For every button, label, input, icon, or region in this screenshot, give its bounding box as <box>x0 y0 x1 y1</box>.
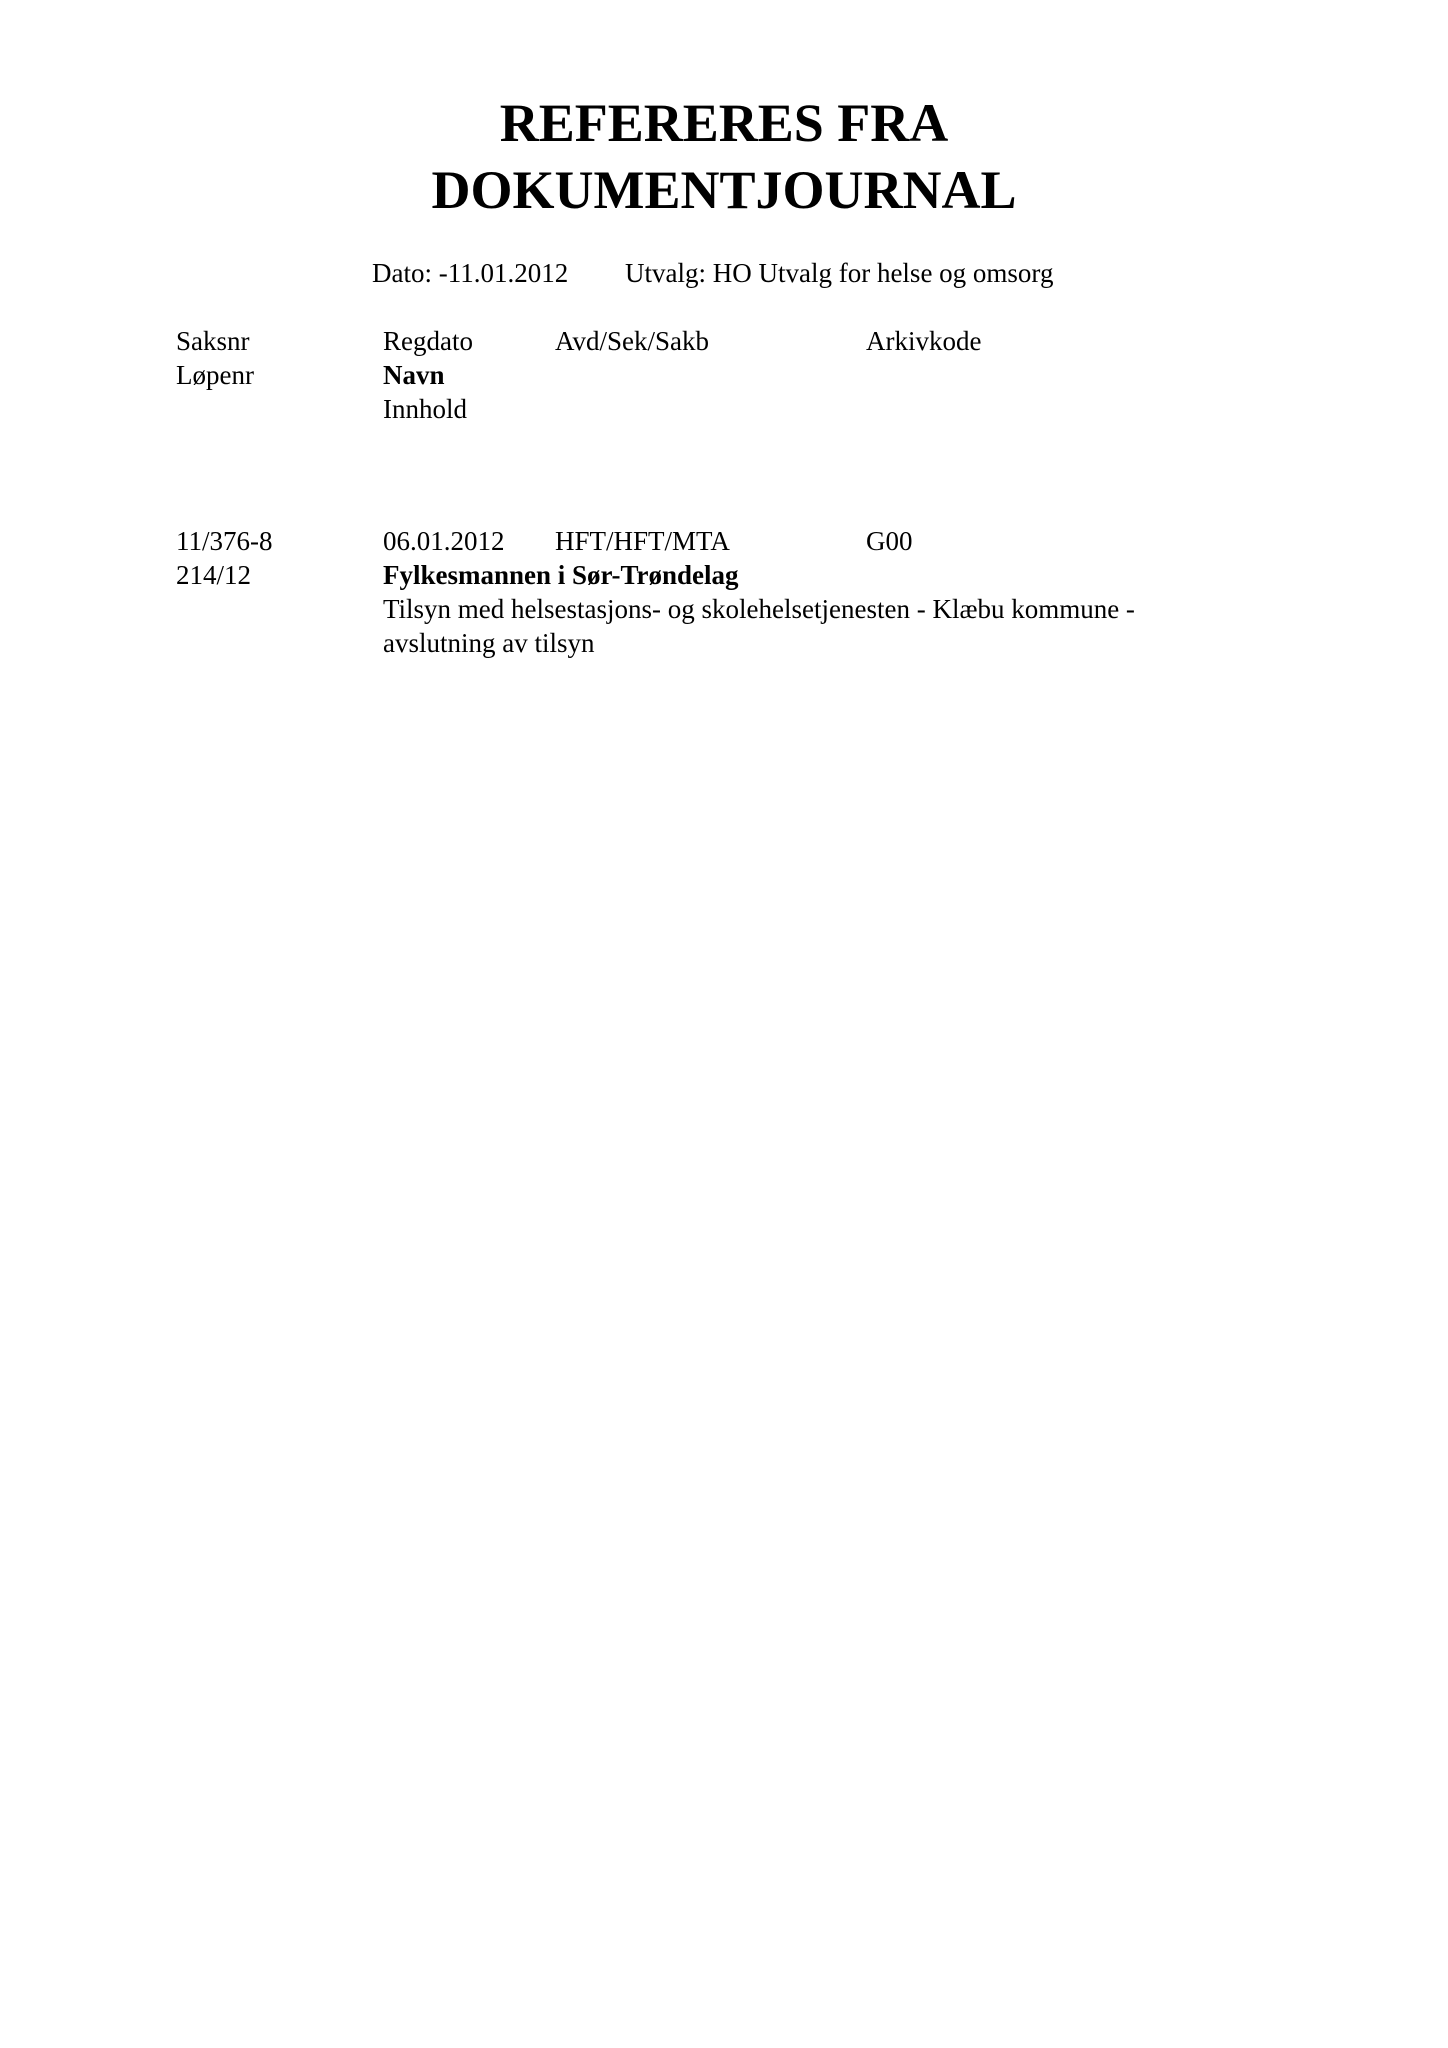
header-lopenr: Løpenr <box>176 360 254 390</box>
entry-saksnr: 11/376-8 <box>176 526 273 556</box>
page-title-line-1: REFERERES FRA <box>499 93 949 153</box>
header-innhold: Innhold <box>383 394 467 424</box>
meeting-date: Dato: -11.01.2012 <box>372 258 569 288</box>
header-saksnr: Saksnr <box>176 326 250 356</box>
committee-name: Utvalg: HO Utvalg for helse og omsorg <box>625 258 1054 288</box>
page-title-line-2: DOKUMENTJOURNAL <box>431 160 1017 220</box>
entry-avd-sek-sakb: HFT/HFT/MTA <box>555 526 730 556</box>
header-avd-sek-sakb: Avd/Sek/Sakb <box>555 326 709 356</box>
entry-regdato: 06.01.2012 <box>383 526 505 556</box>
entry-innhold-line-2: avslutning av tilsyn <box>383 628 595 658</box>
header-navn: Navn <box>383 360 445 390</box>
entry-lopenr: 214/12 <box>176 560 252 590</box>
entry-innhold-line-1: Tilsyn med helsestasjons- og skolehelsetjenesten - Klæbu kommune - <box>383 594 1135 624</box>
header-regdato: Regdato <box>383 326 473 356</box>
entry-navn: Fylkesmannen i Sør-Trøndelag <box>383 560 739 590</box>
entry-arkivkode: G00 <box>866 526 913 556</box>
header-arkivkode: Arkivkode <box>866 326 982 356</box>
